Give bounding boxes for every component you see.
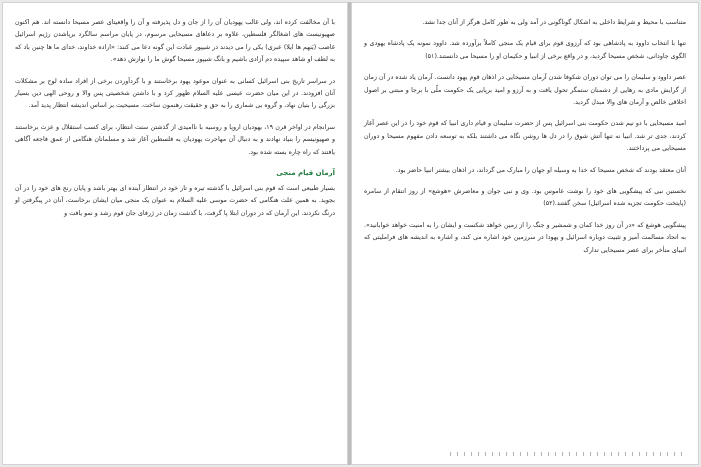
page-footer-marks xyxy=(450,452,688,456)
paragraph: سرانجام در اواخر قرن ۱۹، یهودیان اروپا و روسیه با ناامیدی از گذشتن سنت انتظار، برای کسب استقلال و عزت برخاستند و صهیونیسم را بنیاد نهادند و به دنبال آن مهاجرت یهودیان به فلسطین آغاز شد و مسلمانان هنگامی از عمق فاجعه آگاهی یافتند که راه چاره بسته شده بود. xyxy=(15,123,335,156)
section-heading: آرمان قیام منجی xyxy=(276,169,335,178)
left-page-text-column xyxy=(15,17,335,229)
paragraph: عصر داوود و سلیمان را می توان دوران شکوفا شدن آرمان مسیحایی در اذهان قوم یهود دانست. آرمان یاد شده در آن زمان از گرایش مادی به رهایی از دشمنان ستمگر تحول یافت و به آرزو و امید برپایی یک حکومت ملّی با برجا و مبتنی بر اصول اخلاقی خالص و آرمان های والا مبدل گردید. xyxy=(364,74,686,107)
left-page xyxy=(2,2,348,465)
paragraph: متناسب با محیط و شرایط داخلی به اشکال گوناگونی در آمد ولی به طور کامل هرگز از آنان جدا نشد. xyxy=(422,19,686,26)
right-page xyxy=(351,2,699,465)
paragraph: بسیار طبیعی است که قوم بنی اسرائیل با گذشته تیره و تار خود در انتظار آینده ای بهتر باشد و پایان رنج های خود را در آن بجوید. به همین علت هنگامی که حضرت موسی علیه السلام به عنوان یک منجی میان ایشان برخاست، آنان در پیگرفتن او درنگ نکردند. این آرمان که در دوران ابتلا پا گرفت، با گذشت زمان در ژرفای جان قوم رشد و نمو یافت و xyxy=(15,185,335,217)
paragraph: نخستین نبی که پیشگویی های خود را نوشت عاموس بود. وی و نبی جوان و معاصرش «هوشع» از روز انتقام از سامره (پایتخت حکومت تجزیه شده اسرائیل) سخن گفتند.(۵۲) xyxy=(364,188,686,208)
paragraph: تنها با انتخاب داوود به پادشاهی بود که آرزوی قوم برای قیام یک منجی کاملاً برآورده شد. داوود نمونه یک پادشاه یهودی و الگوی جاودانی، شخص مسیحا گردید، و در واقع برخی از انبیا و حکیمان او را مسیحا می دانستند.(۵۱) xyxy=(364,40,686,60)
paragraph: پیشگویی هوشع که «در آن روز خدا کمان و شمشیر و جنگ را از زمین خواهد شکست و ایشان را به امنیت خواهد خوابانید». به اتحاد مسالمت آمیز و تثبیت دوباره اسرائیل و یهودا در سرزمین خود اشاره می کند، و اشاره به اندیشه های فراملیتی که انبیای متأخر برای عصر مسیحایی تدارک xyxy=(364,221,686,254)
paragraph: با آن مخالفت کرده اند، ولی غالب یهودیان آن را از جان و دل پذیرفته و آن را واقعیتای عصر مسیحا دانسته اند. هم اکنون صهیونیست های اشغالگر فلسطین، علاوه بر دعاهای مسیحایی مرسوم، در پایان مراسم سالگرد برپاشدن رژیم اسرائیل غاصب (یَنهم ها ایلا) عبری) یکی را می دیدند در شیپور عبادت این گونه دعا می کنند: «اراده خداوند، خدای ما ها چنین باد که به لطف او شاهد سپیده دم آزادی باشیم و بانگ شیپور مسیحا گوش ما را نوازش دهد». xyxy=(15,19,335,64)
paragraph: امید مسیحایی با دو نیم شدن حکومت بنی اسرائیل پس از حضرت سلیمان و قیام داری انبیا که قوم خود را در این عصر آغاز کردند، جدی تر شد. انبیا نه تنها آتش شوق را در دل ها روشن نگاه می داشتند بلکه به توسعه دادن مفهوم مسیحا و دوران مسیحایی می پرداختند. xyxy=(364,120,686,153)
right-page-text-column xyxy=(364,17,686,266)
paragraph: آنان معتقد بودند که شخص مسیحا که خدا به وسیله او جهان را مبارک می گرداند، در اذهان بیشتر انبیا حاضر بود. xyxy=(395,166,686,174)
paragraph: در سراسر تاریخ بنی اسرائیل کسانی به عنوان موعود یهود برخاستند و با گردآوردن برخی از افراد ساده لوح بر مشکلات آنان افزودند. در این میان حضرت عیسی علیه السلام ظهور کرد و با داشتن شخصیتی پس والا و روحی الهی دین بسیار بزرگی را بنیان نهاد، و گروه بی شماری را به حق و حقیقت رهنمون ساخت. مسیحیت بر اساس اندیشه انتظار پدید آمد. xyxy=(15,77,335,110)
